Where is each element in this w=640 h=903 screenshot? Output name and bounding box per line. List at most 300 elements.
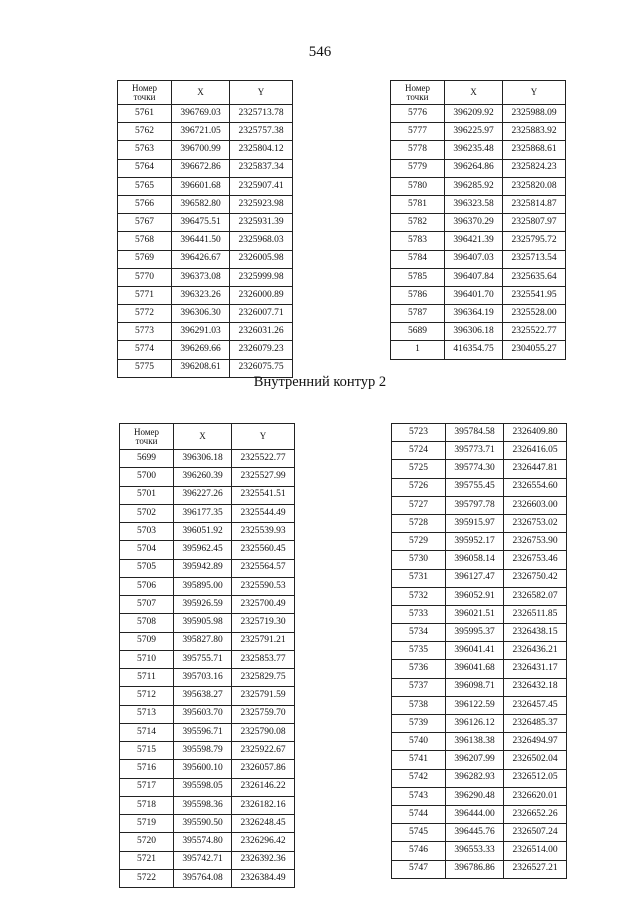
cell-point-number: 5780 (391, 177, 445, 195)
table-row (392, 442, 567, 460)
table-row (391, 141, 566, 159)
table-row (391, 305, 566, 323)
table-row (120, 723, 295, 741)
cell-y: 2325560.45 (232, 541, 295, 559)
cell-y: 2325539.93 (232, 523, 295, 541)
cell-x: 396207.99 (446, 751, 504, 769)
cell-y: 2304055.27 (503, 341, 566, 359)
cell-point-number: 5778 (391, 141, 445, 159)
cell-point-number: 5773 (118, 323, 172, 341)
cell-y: 2326554.60 (504, 478, 567, 496)
cell-point-number: 5734 (392, 624, 446, 642)
cell-point-number: 5729 (392, 533, 446, 551)
cell-point-number: 5731 (392, 569, 446, 587)
cell-x: 396364.19 (445, 305, 503, 323)
table-row (120, 778, 295, 796)
table-row (392, 624, 567, 642)
cell-x: 395598.05 (174, 778, 232, 796)
cell-point-number: 5724 (392, 442, 446, 460)
cell-y: 2326447.81 (504, 460, 567, 478)
cell-x: 395784.58 (446, 424, 504, 442)
cell-x: 396021.51 (446, 605, 504, 623)
cell-point-number: 5784 (391, 250, 445, 268)
cell-point-number: 5689 (391, 323, 445, 341)
cell-point-number: 5726 (392, 478, 446, 496)
cell-y: 2325968.03 (230, 232, 293, 250)
table-row (120, 523, 295, 541)
cell-y: 2325564.57 (232, 559, 295, 577)
header-y: Y (503, 81, 566, 105)
table-row (391, 105, 566, 123)
table-row (118, 323, 293, 341)
table-row (391, 268, 566, 286)
table-row (392, 769, 567, 787)
cell-point-number: 5742 (392, 769, 446, 787)
table-row (391, 177, 566, 195)
table-row (118, 250, 293, 268)
cell-y: 2326296.42 (232, 833, 295, 851)
cell-point-number: 5777 (391, 123, 445, 141)
cell-point-number: 5746 (392, 842, 446, 860)
cell-x: 396209.92 (445, 105, 503, 123)
table-row (392, 751, 567, 769)
cell-y: 2326432.18 (504, 678, 567, 696)
cell-x: 396041.41 (446, 642, 504, 660)
cell-y: 2326392.36 (232, 851, 295, 869)
cell-point-number: 5711 (120, 669, 174, 687)
table-row (120, 541, 295, 559)
cell-x: 395995.37 (446, 624, 504, 642)
table-row (120, 650, 295, 668)
cell-point-number: 5744 (392, 805, 446, 823)
table-row (391, 341, 566, 359)
cell-y: 2326750.42 (504, 569, 567, 587)
cell-x: 396475.51 (172, 214, 230, 232)
cell-y: 2326753.46 (504, 551, 567, 569)
cell-y: 2326031.26 (230, 323, 293, 341)
table-row (391, 250, 566, 268)
cell-y: 2325791.59 (232, 687, 295, 705)
cell-x: 395926.59 (174, 596, 232, 614)
table-row (392, 587, 567, 605)
cell-y: 2326005.98 (230, 250, 293, 268)
cell-y: 2326007.71 (230, 305, 293, 323)
table-row (118, 141, 293, 159)
cell-point-number: 5765 (118, 177, 172, 195)
cell-point-number: 5768 (118, 232, 172, 250)
table-row (392, 696, 567, 714)
cell-y: 2325795.72 (503, 232, 566, 250)
cell-x: 396098.71 (446, 678, 504, 696)
table-row (392, 860, 567, 878)
table-row (392, 496, 567, 514)
cell-x: 396407.84 (445, 268, 503, 286)
cell-point-number: 5747 (392, 860, 446, 878)
cell-x: 395773.71 (446, 442, 504, 460)
cell-point-number: 5770 (118, 268, 172, 286)
cell-x: 396290.48 (446, 787, 504, 805)
cell-x: 396323.26 (172, 286, 230, 304)
cell-x: 396769.03 (172, 105, 230, 123)
cell-y: 2326000.89 (230, 286, 293, 304)
table-row (392, 842, 567, 860)
cell-x: 396127.47 (446, 569, 504, 587)
cell-y: 2325824.23 (503, 159, 566, 177)
cell-x: 395764.08 (174, 869, 232, 887)
cell-y: 2325923.98 (230, 195, 293, 213)
table-row (391, 323, 566, 341)
table-row (392, 569, 567, 587)
cell-y: 2326603.00 (504, 496, 567, 514)
table-row (392, 460, 567, 478)
cell-x: 395942.89 (174, 559, 232, 577)
cell-x: 395598.79 (174, 742, 232, 760)
cell-x: 396052.91 (446, 587, 504, 605)
cell-y: 2326485.37 (504, 715, 567, 733)
cell-point-number: 5702 (120, 504, 174, 522)
cell-point-number: 5771 (118, 286, 172, 304)
cell-point-number: 5762 (118, 123, 172, 141)
cell-y: 2326527.21 (504, 860, 567, 878)
cell-x: 395915.97 (446, 514, 504, 532)
header-point-number (118, 81, 172, 105)
section-title: Внутренний контур 2 (253, 374, 387, 390)
cell-x: 396306.30 (172, 305, 230, 323)
cell-point-number: 5774 (118, 341, 172, 359)
cell-y: 2326146.22 (232, 778, 295, 796)
cell-point-number: 5708 (120, 614, 174, 632)
cell-point-number: 5730 (392, 551, 446, 569)
cell-y: 2325757.38 (230, 123, 293, 141)
cell-y: 2325807.97 (503, 214, 566, 232)
cell-x: 396426.67 (172, 250, 230, 268)
cell-point-number: 5782 (391, 214, 445, 232)
cell-y: 2325528.00 (503, 305, 566, 323)
table-row (120, 504, 295, 522)
table-row (392, 551, 567, 569)
table-row (120, 632, 295, 650)
table-row (391, 123, 566, 141)
cell-x: 396401.70 (445, 286, 503, 304)
table-row (120, 705, 295, 723)
cell-point-number: 5735 (392, 642, 446, 660)
cell-x: 396721.05 (172, 123, 230, 141)
table-row (391, 286, 566, 304)
table-row (392, 642, 567, 660)
cell-y: 2326652.26 (504, 805, 567, 823)
cell-y: 2326436.21 (504, 642, 567, 660)
cell-point-number: 5709 (120, 632, 174, 650)
cell-y: 2325719.30 (232, 614, 295, 632)
cell-x: 396282.93 (446, 769, 504, 787)
cell-x: 396370.29 (445, 214, 503, 232)
cell-x: 395600.10 (174, 760, 232, 778)
table-row (120, 760, 295, 778)
cell-x: 396260.39 (174, 468, 232, 486)
cell-x: 395962.45 (174, 541, 232, 559)
cell-y: 2325820.08 (503, 177, 566, 195)
cell-point-number: 5712 (120, 687, 174, 705)
cell-x: 396553.33 (446, 842, 504, 860)
cell-y: 2325988.09 (503, 105, 566, 123)
cell-x: 396700.99 (172, 141, 230, 159)
cell-point-number: 5766 (118, 195, 172, 213)
table-row (392, 715, 567, 733)
cell-y: 2326182.16 (232, 796, 295, 814)
cell-point-number: 5728 (392, 514, 446, 532)
cell-y: 2325541.51 (232, 486, 295, 504)
table-row (118, 286, 293, 304)
cell-y: 2326512.05 (504, 769, 567, 787)
header-num-line1: Номер (133, 426, 160, 437)
cell-y: 2326057.86 (232, 760, 295, 778)
table-row (120, 614, 295, 632)
cell-point-number: 5707 (120, 596, 174, 614)
cell-point-number: 5763 (118, 141, 172, 159)
header-num-line1: Номер (131, 82, 158, 93)
cell-y: 2326620.01 (504, 787, 567, 805)
cell-y: 2325814.87 (503, 195, 566, 213)
header-point-number (120, 424, 174, 450)
table-row (118, 195, 293, 213)
header-x: X (172, 81, 230, 105)
cell-x: 396582.80 (172, 195, 230, 213)
cell-point-number: 5761 (118, 105, 172, 123)
cell-point-number: 5740 (392, 733, 446, 751)
cell-x: 395598.36 (174, 796, 232, 814)
cell-x: 395755.71 (174, 650, 232, 668)
cell-point-number: 5727 (392, 496, 446, 514)
cell-y: 2325999.98 (230, 268, 293, 286)
table-row (118, 305, 293, 323)
cell-y: 2325853.77 (232, 650, 295, 668)
table-row (120, 851, 295, 869)
cell-y: 2326507.24 (504, 824, 567, 842)
table-row (118, 159, 293, 177)
cell-point-number: 5775 (118, 359, 172, 377)
table-header-row (391, 81, 566, 105)
cell-y: 2325713.78 (230, 105, 293, 123)
table-row (120, 796, 295, 814)
table-row (118, 268, 293, 286)
coordinates-table-bottom-right (391, 423, 567, 879)
cell-point-number: 5745 (392, 824, 446, 842)
table-row (118, 214, 293, 232)
cell-point-number: 5713 (120, 705, 174, 723)
cell-y: 2326248.45 (232, 815, 295, 833)
cell-point-number: 5743 (392, 787, 446, 805)
cell-y: 2325635.64 (503, 268, 566, 286)
table-header-row (120, 424, 295, 450)
cell-y: 2326457.45 (504, 696, 567, 714)
cell-point-number: 5705 (120, 559, 174, 577)
cell-point-number: 5781 (391, 195, 445, 213)
cell-point-number: 5787 (391, 305, 445, 323)
cell-y: 2326431.17 (504, 660, 567, 678)
cell-point-number: 5764 (118, 159, 172, 177)
cell-y: 2326384.49 (232, 869, 295, 887)
cell-point-number: 5785 (391, 268, 445, 286)
cell-point-number: 5706 (120, 577, 174, 595)
cell-y: 2325829.75 (232, 669, 295, 687)
cell-point-number: 5732 (392, 587, 446, 605)
cell-x: 396122.59 (446, 696, 504, 714)
header-point-number (391, 81, 445, 105)
table-row (120, 596, 295, 614)
cell-x: 395827.80 (174, 632, 232, 650)
cell-y: 2326075.75 (230, 359, 293, 377)
table-row (118, 177, 293, 195)
cell-point-number: 5700 (120, 468, 174, 486)
cell-point-number: 5769 (118, 250, 172, 268)
table-row (120, 486, 295, 504)
cell-x: 395755.45 (446, 478, 504, 496)
cell-point-number: 1 (391, 341, 445, 359)
cell-x: 395596.71 (174, 723, 232, 741)
cell-y: 2326079.23 (230, 341, 293, 359)
cell-point-number: 5720 (120, 833, 174, 851)
cell-x: 396373.08 (172, 268, 230, 286)
cell-x: 395952.17 (446, 533, 504, 551)
table-row (392, 678, 567, 696)
cell-x: 396264.86 (445, 159, 503, 177)
table-row (392, 605, 567, 623)
cell-y: 2326438.15 (504, 624, 567, 642)
cell-x: 396323.58 (445, 195, 503, 213)
cell-y: 2326582.07 (504, 587, 567, 605)
table-row (118, 232, 293, 250)
cell-x: 395905.98 (174, 614, 232, 632)
cell-x: 396306.18 (445, 323, 503, 341)
cell-point-number: 5739 (392, 715, 446, 733)
cell-point-number: 5714 (120, 723, 174, 741)
cell-x: 396235.48 (445, 141, 503, 159)
cell-point-number: 5701 (120, 486, 174, 504)
header-num-line2: точки (133, 91, 156, 102)
cell-x: 396601.68 (172, 177, 230, 195)
cell-point-number: 5772 (118, 305, 172, 323)
cell-point-number: 5721 (120, 851, 174, 869)
cell-x: 396225.97 (445, 123, 503, 141)
cell-point-number: 5786 (391, 286, 445, 304)
cell-x: 396269.66 (172, 341, 230, 359)
table-row (391, 214, 566, 232)
cell-y: 2325713.54 (503, 250, 566, 268)
table-row (120, 468, 295, 486)
table-row (391, 195, 566, 213)
cell-point-number: 5776 (391, 105, 445, 123)
cell-x: 395797.78 (446, 496, 504, 514)
cell-y: 2326409.80 (504, 424, 567, 442)
cell-x: 395742.71 (174, 851, 232, 869)
cell-y: 2325883.92 (503, 123, 566, 141)
table-row (392, 424, 567, 442)
table-row (120, 869, 295, 887)
cell-x: 396138.38 (446, 733, 504, 751)
table-row (392, 478, 567, 496)
cell-y: 2325790.08 (232, 723, 295, 741)
cell-x: 395895.00 (174, 577, 232, 595)
cell-x: 396227.26 (174, 486, 232, 504)
cell-y: 2326753.02 (504, 514, 567, 532)
cell-x: 396177.35 (174, 504, 232, 522)
cell-point-number: 5703 (120, 523, 174, 541)
header-x: X (174, 424, 232, 450)
table-row (120, 833, 295, 851)
cell-y: 2326753.90 (504, 533, 567, 551)
table-row (392, 514, 567, 532)
cell-y: 2325837.34 (230, 159, 293, 177)
cell-point-number: 5719 (120, 815, 174, 833)
header-x: X (445, 81, 503, 105)
header-y: Y (232, 424, 295, 450)
table-row (392, 805, 567, 823)
table-row (392, 533, 567, 551)
cell-point-number: 5699 (120, 450, 174, 468)
cell-y: 2325931.39 (230, 214, 293, 232)
cell-y: 2325522.77 (503, 323, 566, 341)
cell-x: 396786.86 (446, 860, 504, 878)
cell-point-number: 5783 (391, 232, 445, 250)
cell-x: 396441.50 (172, 232, 230, 250)
table-row (120, 669, 295, 687)
cell-point-number: 5704 (120, 541, 174, 559)
cell-y: 2325590.53 (232, 577, 295, 595)
cell-point-number: 5717 (120, 778, 174, 796)
table-header-row (118, 81, 293, 105)
cell-x: 396421.39 (445, 232, 503, 250)
cell-y: 2326502.04 (504, 751, 567, 769)
coordinates-table-top-right (390, 80, 566, 360)
table-row (392, 824, 567, 842)
header-num-line2: точки (135, 435, 158, 446)
cell-x: 395603.70 (174, 705, 232, 723)
cell-y: 2325544.49 (232, 504, 295, 522)
cell-x: 396445.76 (446, 824, 504, 842)
cell-point-number: 5723 (392, 424, 446, 442)
table-row (120, 815, 295, 833)
cell-x: 396208.61 (172, 359, 230, 377)
cell-point-number: 5722 (120, 869, 174, 887)
coordinates-table-bottom-left (119, 423, 295, 888)
table-row (120, 577, 295, 595)
cell-point-number: 5738 (392, 696, 446, 714)
table-row (118, 105, 293, 123)
cell-point-number: 5741 (392, 751, 446, 769)
cell-y: 2325527.99 (232, 468, 295, 486)
cell-x: 395774.30 (446, 460, 504, 478)
cell-point-number: 5737 (392, 678, 446, 696)
table-row (392, 787, 567, 805)
cell-y: 2325907.41 (230, 177, 293, 195)
table-row (120, 559, 295, 577)
cell-y: 2326514.00 (504, 842, 567, 860)
cell-y: 2325522.77 (232, 450, 295, 468)
cell-x: 396291.03 (172, 323, 230, 341)
cell-x: 416354.75 (445, 341, 503, 359)
cell-y: 2325791.21 (232, 632, 295, 650)
cell-x: 396444.00 (446, 805, 504, 823)
cell-x: 396306.18 (174, 450, 232, 468)
table-row (391, 232, 566, 250)
coordinates-table-top-left (117, 80, 293, 378)
cell-x: 395703.16 (174, 669, 232, 687)
cell-point-number: 5779 (391, 159, 445, 177)
cell-y: 2325541.95 (503, 286, 566, 304)
page-number: 546 (308, 44, 332, 60)
cell-x: 396672.86 (172, 159, 230, 177)
table-row (120, 450, 295, 468)
